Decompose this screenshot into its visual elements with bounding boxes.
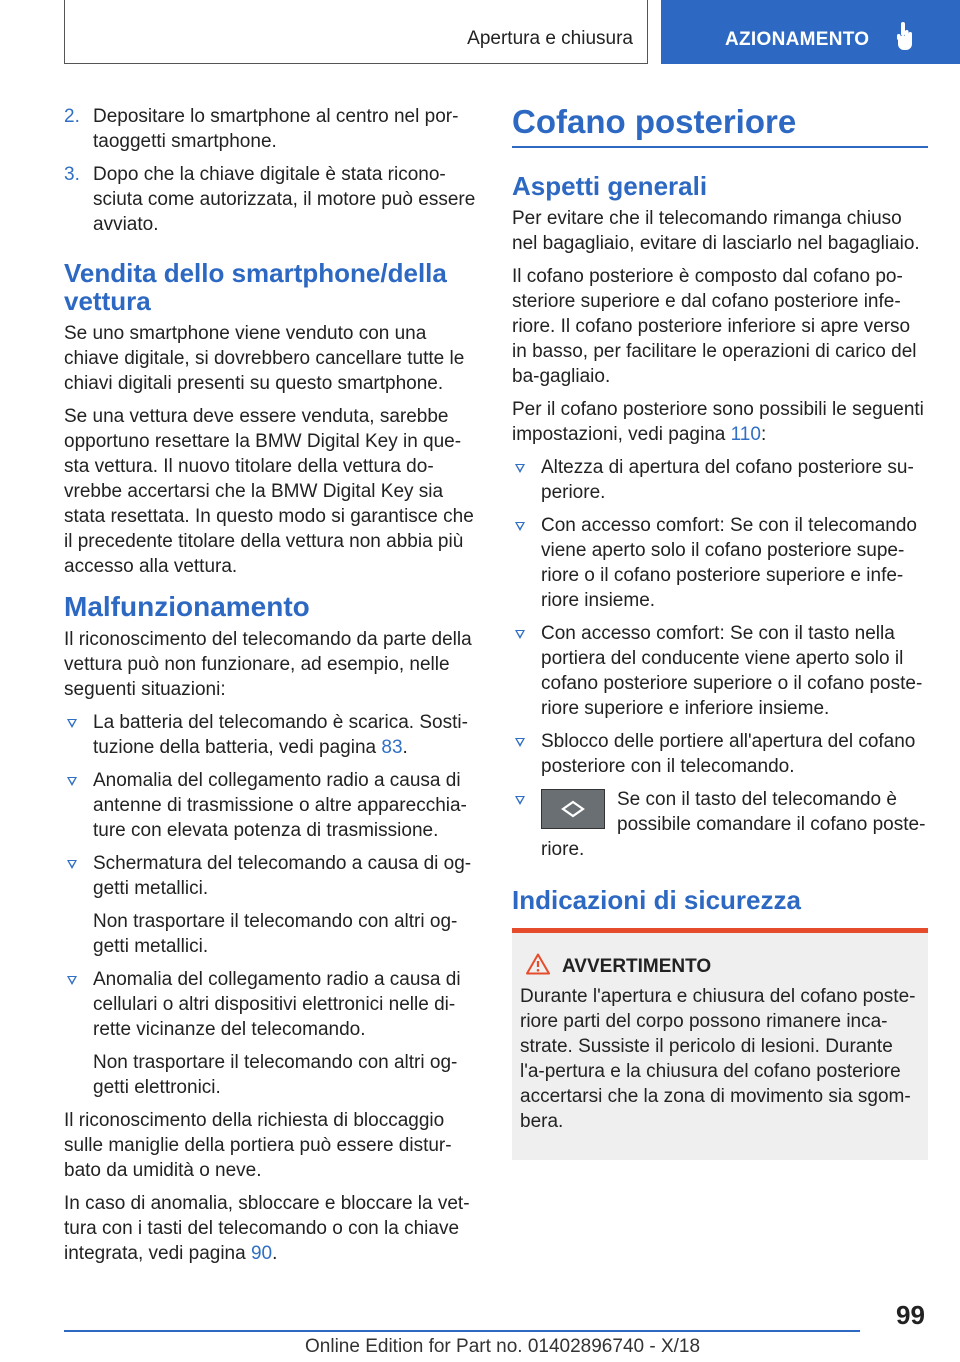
paragraph-text: Per il cofano posteriore sono possibili le seguenti impostazioni, vedi pagina [512,399,924,445]
malfunction-bullets [64,710,476,1100]
sale-paragraph-1: Se uno smartphone viene venduto con una chiave digitale, si dovrebbero cancellare tutte le chiavi digitali presenti su questo smartphone. [64,323,465,394]
right-column [512,100,928,1160]
list-item [64,967,476,1100]
triangle-bullet-icon [67,860,77,869]
general-paragraph-2: Il cofano posteriore è composto dal cofano po-steriore superiore e dal cofano posteriore infe-riore. Il cofano posteriore inferiore si apre verso in basso, per facilitare le operazioni di carico del ba-gagliaio. [512,266,917,387]
general-paragraph-1: Per evitare che il telecomando rimanga chiuso nel bagagliaio, evitare di lasciarlo nel bagagliaio. [512,208,920,254]
warning-text: Durante l'apertura e chiusura del cofano poste-riore parti del corpo possono rimanere inca-strate. Sussiste il pericolo di lesioni. Durante l'a-pertura e la chiusura del cofano posteriore accertarsi che la zona di movimento sia sgom-bera. [520,986,916,1132]
step-text: Depositare lo smartphone al centro nel por-taoggetti smartphone. [93,106,459,152]
malfunction-intro: Il riconoscimento del telecomando da parte della vettura può non funzionare, ad esempio, nelle seguenti situazioni: [64,629,472,700]
triangle-bullet-icon [515,630,525,639]
bullet-text: Altezza di apertura del cofano posteriore su-periore. [541,457,914,503]
page-link-110[interactable]: 110 [730,424,761,445]
bullet-text: Sblocco delle portiere all'apertura del cofano posteriore con il telecomando. [541,731,916,777]
warning-triangle-icon [526,953,550,975]
tailgate-key-icon [541,789,605,829]
malfunction-paragraph-2: Il riconoscimento della richiesta di bloccaggio sulle maniglie della portiera può essere distur-bato da umidità o neve. [64,1110,452,1181]
bullet-text: La batteria del telecomando è scarica. Sosti-tuzione della batteria, vedi pagina [93,712,468,758]
sale-paragraph-2: Se una vettura deve essere venduta, sarebbe opportuno resettare la BMW Digital Key in que-sta vettura. Il nuovo titolare della vettura do-vrebbe accertarsi che la BMW Digital Key sia stata resettata. In questo modo si garantisce che il precedente titolare della vettura non abbia più accesso alla vettura. [64,406,474,577]
triangle-bullet-icon [67,777,77,786]
triangle-bullet-icon [67,719,77,728]
malfunction-heading: Malfunzionamento [64,591,310,622]
bullet-text: Se con il tasto del telecomando è possibile comandare il cofano poste-riore. [541,789,926,860]
settings-bullets [512,455,928,862]
paragraph-text: In caso di anomalia, sbloccare e bloccare la vet-tura con i tasti del telecomando o con la chiave integrata, vedi pagina [64,1193,470,1264]
list-item [64,768,476,843]
bullet-text: Anomalia del collegamento radio a causa di antenne di trasmissione o altre apparecchia-ture con elevata potenza di trasmissione. [93,770,467,841]
malfunction-paragraph-3 [64,1191,476,1266]
general-paragraph-3 [512,397,928,447]
paragraph-end: : [760,424,767,445]
general-heading: Aspetti generali [512,171,708,201]
title-divider [512,146,928,148]
list-item [64,851,476,959]
triangle-bullet-icon [515,464,525,473]
triangle-bullet-icon [515,522,525,531]
steps-list [64,104,476,237]
bullet-text: Con accesso comfort: Se con il tasto nella portiera del conducente viene aperto solo il cofano posteriore superiore o il cofano poste-riore superiore e inferiore insieme. [541,623,923,719]
list-item [64,162,476,237]
list-item [512,787,928,862]
warning-box [512,928,928,1160]
left-column [64,104,476,1274]
bullet-text-end: . [402,737,408,758]
footer-divider [64,1330,860,1332]
header-chapter-title: AZIONAMENTO [725,29,870,50]
list-item [64,104,476,154]
warning-title: AVVERTIMENTO [562,956,712,977]
list-item [64,710,476,760]
footer-edition: Online Edition for Part no. 01402896740 - X/18 [305,1336,701,1357]
bullet-text: Schermatura del telecomando a causa di og-getti metallici. [93,853,472,899]
hand-pointer-icon [895,22,915,57]
sale-heading: Vendita dello smartphone/della vettura [64,258,447,316]
header-chapter-tab [661,0,960,64]
list-item [512,455,928,505]
triangle-bullet-icon [515,738,525,747]
step-number: 2. [64,106,80,127]
safety-heading: Indicazioni di sicurezza [512,885,801,915]
list-item [512,621,928,721]
list-item [512,513,928,613]
bullet-text: Anomalia del collegamento radio a causa di cellulari o altri dispositivi elettronici nelle di-rette vicinanze del telecomando. [93,969,461,1040]
section-title: Cofano posteriore [512,103,797,140]
warning-title-row [520,953,920,978]
triangle-bullet-icon [67,976,77,985]
page-link-83[interactable]: 83 [381,737,403,758]
page-link-90[interactable]: 90 [250,1243,273,1264]
bullet-subtext: Non trasportare il telecomando con altri og-getti elettronici. [93,1052,458,1098]
header-section-box [64,0,648,64]
paragraph-end: . [272,1243,278,1264]
step-number: 3. [64,164,80,185]
bullet-text: Con accesso comfort: Se con il telecomando viene aperto solo il cofano posteriore supe-riore o il cofano posteriore superiore e infe-riore insieme. [541,515,917,611]
list-item [512,729,928,779]
page-number: 99 [896,1300,925,1330]
step-text: Dopo che la chiave digitale è stata ricono-sciuta come autorizzata, il motore può essere avviato. [93,164,476,235]
triangle-bullet-icon [515,796,525,805]
header-section-title: Apertura e chiusura [467,28,633,49]
bullet-subtext: Non trasportare il telecomando con altri og-getti metallici. [93,911,458,957]
